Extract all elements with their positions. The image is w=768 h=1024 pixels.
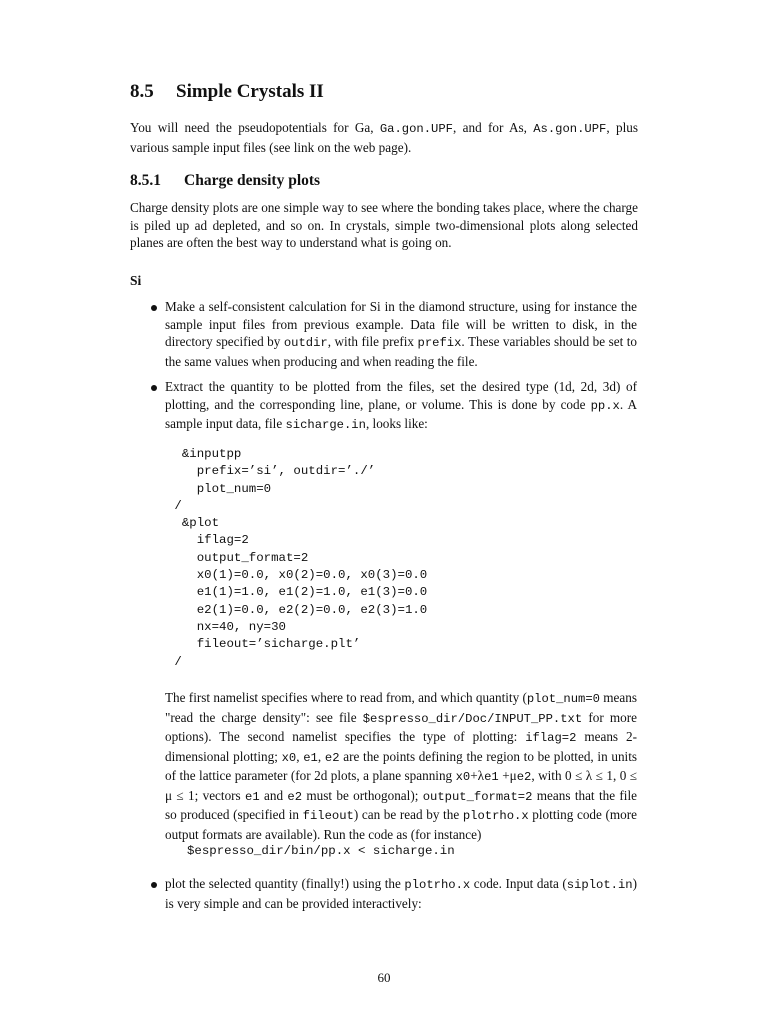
section-title: Simple Crystals II [176,81,324,102]
subsection-title: Charge density plots [184,172,321,189]
paragraph-heading: Si [130,273,142,288]
bullet-3-dot [151,882,157,888]
run-command: $espresso_dir/bin/pp.x < sicharge.in [187,844,455,858]
bullet-3-text: plot the selected quantity (finally!) using the plotrho.x code. Input data (siplot.in) is very simple and can be provided interactively: [165,876,637,911]
intro-paragraph: You will need the pseudopotentials for Ga, Ga.gon.UPF, and for As, As.gon.UPF, plus various sample input files (see link on the web page). [130,120,638,155]
page-number: 60 [377,970,391,985]
explanation-paragraph: The first namelist specifies where to read from, and which quantity (plot_num=0 means "read the charge density": see file $espresso_dir/Doc/INPUT_PP.txt for more options). The second namelist specifies the type of plotting: iflag=2 means 2-dimensional plotting; x0, e1, e2 are the points defining the region to be plotted, in units of the lattice parameter (for 2d plots, a plane spanning x0+λe1 +μe2, with 0 ≤ λ ≤ 1, 0 ≤ μ ≤ 1; vectors e1 and e2 must be orthogonal); output_format=2 means that the file so produced (specified in fileout) can be read by the plotrho.x plotting code (more output formats are available). Run the code as (for instance) [165,690,638,842]
sample-input-code-block: &inputpp prefix=’si’, outdir=’./’ plot_num=0 / &plot iflag=2 output_format=2 x0(1)=0.0, x0(2)=0.0, x0(3)=0.0 e1(1)=1.0, e1(2)=1.0, e1(3)=0.0 e2(1)=0.0, e2(2)=0.0, e2(3)=1.0 nx=40, ny=30 fileout=’sicharge.plt’ / [174,447,428,669]
bullet-2-dot [151,385,157,391]
subsection-heading [130,172,320,190]
bullet-1-dot [151,305,157,311]
bullet-1-text: Make a self-consistent calculation for Si in the diamond structure, using for instance the sample input files from previous example. Data file will be written to disk, in the directory specified by outdir, with file prefix prefix. These variables should be set to the same values when producing and when reading the file. [165,299,638,369]
subsection-paragraph: Charge density plots are one simple way to see where the bonding takes place, where the charge is piled up ad depleted, and so on. In crystals, simple two-dimensional plots along selected planes are often the best way to understand what is going on. [130,200,638,250]
subsection-number: 8.5.1 [130,172,161,189]
section-heading [130,81,324,103]
section-number: 8.5 [130,81,154,102]
bullet-2-text: Extract the quantity to be plotted from the files, set the desired type (1d, 2d, 3d) of plotting, and the corresponding line, plane, or volume. This is done by code pp.x. A sample input data, file sicharge.in, looks like: [165,379,638,432]
